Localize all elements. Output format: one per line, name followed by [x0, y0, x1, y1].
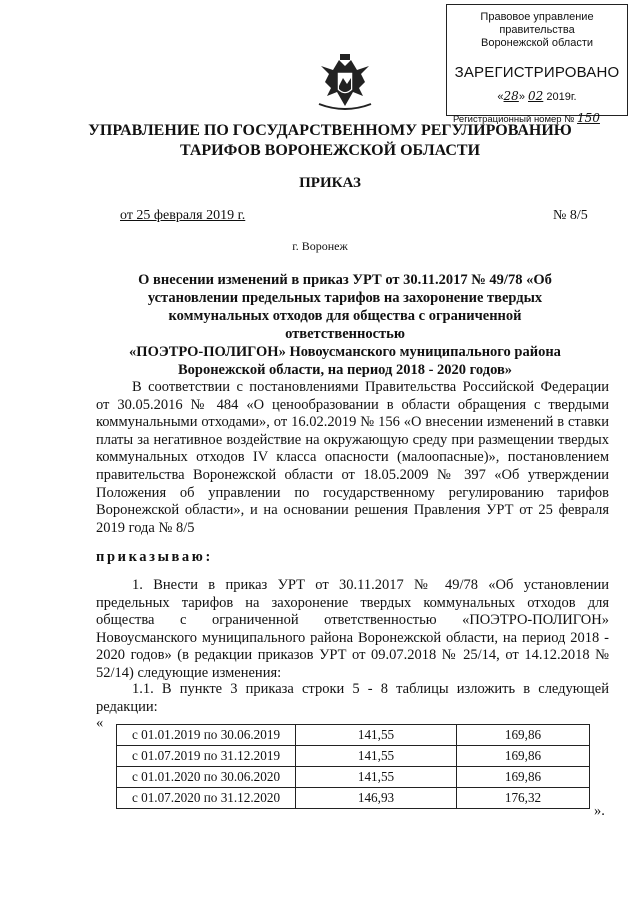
- title-line: О внесении изменений в приказ УРТ от 30.11.2017 № 49/78 «Об: [138, 272, 552, 288]
- value-cell: 141,55: [296, 725, 457, 746]
- title-line: Воронежской области, на период 2018 - 2020 годов»: [177, 362, 513, 378]
- stamp-year-suffix: г.: [570, 91, 577, 103]
- stamp-org: [447, 11, 627, 50]
- value-cell: 146,93: [296, 788, 457, 809]
- value-cell: 169,86: [457, 746, 590, 767]
- table-row: [117, 788, 590, 809]
- stamp-date-year: 2019: [546, 91, 571, 103]
- doc-date: от 25 февраля 2019 г.: [120, 208, 246, 223]
- title-line: установлении предельных тарифов на захоронение твердых: [147, 290, 543, 306]
- preamble-paragraph: В соответствии с постановлениями Правительства Российской Федерации от 30.05.2016 № 484 «О ценообразовании в области обращения с твердыми коммунальными отходами», от 16.02.2019 № 156 «О внесении изменений в ставки платы за негативное воздействие на окружающую среду при размещении твердых коммунальных отходов IV класса опасности (малоопасные)», постановлением правительства Воронежской области от 18.05.2009 № 397 «Об утверждении Положения об управлении по государственному регулированию тарифов Воронежской области», и на основании решения Правления УРТ от 25 февраля 2019 года № 8/5: [96, 379, 609, 536]
- title-line: «ПОЭТРО-ПОЛИГОН» Новоусманского муниципального района: [129, 344, 561, 360]
- stamp-date: «28» 02 2019г.: [497, 89, 577, 103]
- stamp-reg-label: Регистрационный номер №: [453, 114, 575, 125]
- tariff-table: [116, 724, 590, 809]
- registration-stamp: [446, 4, 628, 125]
- period-cell: с 01.01.2019 по 30.06.2019: [117, 725, 296, 746]
- stamp-org-line1: Правовое управление правительства: [480, 11, 594, 36]
- quote-open: «: [96, 715, 104, 731]
- title-line: коммунальных отходов для общества с ограниченной ответственностью: [168, 308, 522, 342]
- header-line1: УПРАВЛЕНИЕ ПО ГОСУДАРСТВЕННОМУ РЕГУЛИРОВАНИЮ: [88, 122, 572, 139]
- item-1-1-paragraph: 1.1. В пункте 3 приказа строки 5 - 8 таблицы изложить в следующей редакции:: [96, 681, 609, 715]
- value-cell: 141,55: [296, 746, 457, 767]
- value-cell: 141,55: [296, 767, 457, 788]
- table-row: [117, 725, 590, 746]
- value-cell: 169,86: [457, 725, 590, 746]
- doc-title: [110, 271, 580, 379]
- value-cell: 176,32: [457, 788, 590, 809]
- period-cell: с 01.07.2020 по 31.12.2020: [117, 788, 296, 809]
- value-cell: 169,86: [457, 767, 590, 788]
- header-line2: ТАРИФОВ ВОРОНЕЖСКОЙ ОБЛАСТИ: [179, 142, 481, 159]
- orders-heading: приказываю:: [96, 549, 213, 565]
- quote-close: ».: [594, 803, 605, 819]
- coat-of-arms-icon: [313, 52, 377, 114]
- table-row: [117, 767, 590, 788]
- stamp-date-month: 02: [528, 89, 544, 103]
- period-cell: с 01.07.2019 по 31.12.2019: [117, 746, 296, 767]
- stamp-registered: ЗАРЕГИСТРИРОВАНО: [454, 64, 620, 81]
- stamp-date-day: 28: [503, 89, 519, 103]
- item-1-paragraph: 1. Внести в приказ УРТ от 30.11.2017 № 49/78 «Об установлении предельных тарифов на захоронение твердых коммунальных отходов для общества с ограниченной ответственностью «ПОЭТРО-ПОЛИГОН» Новоусманского муниципального района Воронежской области, на период 2018 - 2020 годов» (в редакции приказов УРТ от 09.07.2018 № 25/14, от 14.12.2018 № 52/14) следующие изменения:: [96, 577, 609, 681]
- doc-city: г. Воронеж: [292, 239, 348, 253]
- stamp-reg-number: 150: [577, 111, 600, 125]
- doc-number: № 8/5: [553, 208, 588, 223]
- period-cell: с 01.01.2020 по 30.06.2020: [117, 767, 296, 788]
- table-row: [117, 746, 590, 767]
- stamp-org-line2: Воронежской области: [480, 37, 593, 49]
- doc-type: ПРИКАЗ: [299, 175, 361, 191]
